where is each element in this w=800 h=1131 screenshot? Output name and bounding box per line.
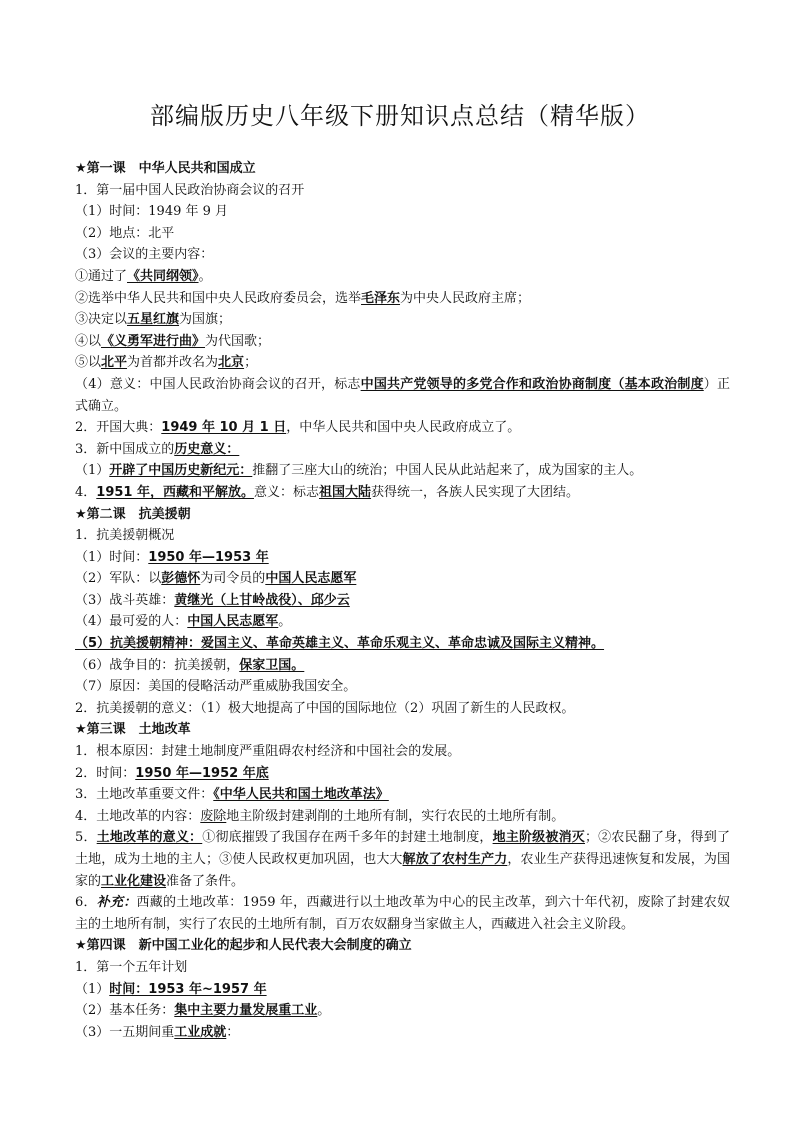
text-segment: ；②农民翻了身，得到了土地，成为土地的主人；③使人民政权更加巩固，也大大 — [75, 830, 730, 867]
text-segment: ①彻底摧毁了我国存在两千多年的封建土地制度， — [202, 830, 493, 846]
text-segment: ： — [226, 1024, 240, 1040]
text-segment: ★第一课 中华人民共和国成立 — [75, 161, 256, 176]
emphasized-text: 土地改革的意义： — [96, 830, 203, 846]
emphasized-text: 彭德怀 — [161, 571, 201, 587]
text-segment: 6． — [75, 895, 97, 911]
text-segment: 地主阶级封建剥削的土地所有制，实行农民的土地所有制。 — [226, 808, 565, 824]
text-segment: （3）战斗英雄： — [75, 592, 175, 608]
text-segment: 。 — [198, 268, 212, 284]
emphasized-text: 保家卫国。 — [239, 657, 305, 673]
text-line — [75, 611, 730, 633]
text-segment: 4． — [75, 484, 97, 500]
text-segment: （1） — [75, 981, 110, 997]
emphasized-text: 中国人民志愿军 — [187, 614, 279, 630]
emphasized-text: 工业化建设 — [101, 873, 167, 889]
text-line — [75, 784, 730, 806]
text-segment: ，中华人民共和国中央人民政府成立了。 — [286, 420, 521, 436]
text-segment: 为代国歌； — [205, 333, 271, 349]
emphasized-text: 地主阶级被消灭 — [492, 830, 585, 846]
text-line — [75, 892, 730, 935]
emphasized-text: 开辟了中国历史新纪元： — [109, 463, 253, 479]
emphasized-text: 祖国大陆 — [319, 484, 372, 500]
text-segment: 获得统一，各族人民实现了大团结。 — [371, 484, 580, 500]
emphasized-text: 时间：1953 年~1957 年 — [109, 981, 267, 997]
text-segment: 准备了条件。 — [166, 873, 245, 889]
section-heading — [75, 935, 730, 957]
text-segment: ⑤以 — [75, 355, 102, 371]
text-segment: 4．土地改革的内容： — [75, 808, 201, 824]
text-segment: 补充： — [96, 895, 137, 911]
text-line — [75, 698, 730, 720]
text-line — [75, 633, 730, 655]
emphasized-text: （5）抗美援朝精神：爱国主义、革命英雄主义、革命乐观主义、革命忠诚及国际主义精神。 — [75, 636, 605, 652]
emphasized-text: 废除 — [200, 808, 227, 824]
text-line — [75, 741, 730, 763]
emphasized-text: 中国共产党领导的多党合作和政治协商制度（基本政治制度 — [360, 376, 704, 392]
text-segment: 意义：标志 — [254, 484, 320, 500]
emphasized-text: 《中华人民共和国土地改革法》 — [213, 787, 389, 803]
text-line — [75, 1022, 730, 1044]
text-segment: 1．第一届中国人民政治协商会议的召开 — [75, 182, 305, 198]
text-segment: （2）基本任务： — [75, 1003, 175, 1019]
text-segment: 为司令员的 — [200, 571, 266, 587]
text-line — [75, 482, 730, 504]
text-line — [75, 827, 730, 892]
text-line — [75, 439, 730, 461]
text-line — [75, 223, 730, 245]
emphasized-text: 北平 — [101, 355, 128, 371]
text-line — [75, 266, 730, 288]
text-line — [75, 568, 730, 590]
text-line — [75, 352, 730, 374]
text-line — [75, 460, 730, 482]
emphasized-text: 《共同纲领》 — [127, 268, 199, 284]
emphasized-text: 解放了农村生产力 — [402, 852, 508, 867]
text-segment: 1．抗美援朝概况 — [75, 528, 175, 544]
text-segment: 为中央人民政府主席； — [400, 290, 531, 306]
text-segment: （3）一五期间重 — [75, 1024, 175, 1040]
emphasized-text: 1951 年，西藏和平解放。 — [96, 484, 254, 500]
text-line — [75, 180, 730, 202]
emphasized-text: 1950 年—1953 年 — [148, 549, 269, 565]
text-line — [75, 331, 730, 353]
text-segment: （2）军队：以 — [75, 571, 162, 587]
text-segment: 2．时间： — [75, 765, 136, 781]
emphasized-text: 北京 — [218, 355, 245, 371]
text-line — [75, 201, 730, 223]
emphasized-text: 毛泽东 — [361, 290, 401, 306]
text-segment: ③决定以 — [75, 312, 128, 328]
text-segment: ①通过了 — [75, 268, 128, 284]
text-line — [75, 244, 730, 266]
text-line — [75, 590, 730, 612]
text-line — [75, 1000, 730, 1022]
text-segment: ②选举中华人民共和国中央人民政府委员会，选举 — [75, 290, 362, 306]
page-title: 部编版历史八年级下册知识点总结（精华版） — [150, 102, 650, 130]
text-segment: 推翻了三座大山的统治；中国人民从此站起来了，成为国家的主人。 — [252, 463, 643, 479]
text-line — [75, 547, 730, 569]
text-segment: 3．土地改革重要文件： — [75, 787, 214, 803]
emphasized-text: 中国人民志愿军 — [265, 571, 357, 587]
emphasized-text: 黄继光（上甘岭战役）、邱少云 — [174, 592, 350, 608]
text-line — [75, 525, 730, 547]
emphasized-text: 《义勇军进行曲》 — [101, 333, 206, 349]
text-segment: （6）战争目的：抗美援朝， — [75, 657, 240, 673]
emphasized-text: 历史意义： — [174, 441, 240, 457]
text-segment: ，农业生产获得迅速恢复和发展，为国家的 — [75, 852, 730, 889]
text-segment: （4）意义：中国人民政治协商会议的召开，标志 — [75, 376, 361, 392]
text-segment: （1）时间： — [75, 549, 149, 565]
text-line — [75, 957, 730, 979]
text-line — [75, 763, 730, 785]
text-segment: 1．第一个五年计划 — [75, 959, 188, 975]
text-segment: 为首都并改名为 — [127, 355, 219, 371]
text-line — [75, 655, 730, 677]
text-segment: 西藏的土地改革：1959 年，西藏进行以土地改革为中心的民主改革，到六十年代初，废除了封建农奴主的土地所有制，实行了农民的土地所有制，百万农奴翻身当家做主人，西藏进入社会主义阶段。 — [75, 895, 730, 932]
text-segment: （3）会议的主要内容： — [75, 247, 214, 263]
text-line — [75, 676, 730, 698]
text-segment: （1） — [75, 463, 110, 479]
text-segment: 。 — [278, 614, 292, 630]
text-segment: （7）原因：美国的侵略活动严重威胁我国安全。 — [75, 679, 357, 695]
text-line — [75, 309, 730, 331]
text-segment: 5． — [75, 830, 97, 846]
text-segment: ④以 — [75, 333, 102, 349]
section-heading — [75, 158, 730, 180]
text-segment: 。 — [317, 1003, 331, 1019]
text-segment: 1．根本原因：封建土地制度严重阻碍农村经济和中国社会的发展。 — [75, 744, 461, 760]
document-body — [75, 158, 730, 1043]
text-line — [75, 417, 730, 439]
text-segment: 为国旗； — [179, 312, 232, 328]
emphasized-text: 1950 年—1952 年底 — [135, 765, 269, 781]
text-line — [75, 288, 730, 310]
emphasized-text: 五星红旗 — [127, 312, 180, 328]
text-segment: （2）地点：北平 — [75, 225, 175, 241]
text-segment: 2．抗美援朝的意义：（1）极大地提高了中国的国际地位（2）巩固了新生的人民政权。 — [75, 700, 575, 716]
text-segment: 3．新中国成立的 — [75, 441, 175, 457]
section-heading — [75, 504, 730, 526]
emphasized-text: 集中主要力量发展重工业 — [174, 1003, 318, 1019]
text-segment: ； — [244, 355, 258, 371]
text-line — [75, 374, 730, 417]
text-segment: （1）时间：1949 年 9 月 — [75, 204, 229, 220]
text-segment: ★第三课 土地改革 — [75, 722, 191, 738]
emphasized-text: 工业成就 — [174, 1024, 227, 1040]
text-segment: 2．开国大典： — [75, 420, 162, 436]
text-segment: ★第四课 新中国工业化的起步和人民代表大会制度的确立 — [75, 938, 412, 954]
text-line — [75, 979, 730, 1001]
emphasized-text: 1949 年 10 月 1 日 — [161, 420, 287, 436]
section-heading — [75, 719, 730, 741]
text-segment: ★第二课 抗美援朝 — [75, 506, 191, 522]
text-line — [75, 806, 730, 828]
text-segment: （4）最可爱的人： — [75, 614, 188, 630]
text-segment: ）正式确立。 — [75, 376, 730, 414]
